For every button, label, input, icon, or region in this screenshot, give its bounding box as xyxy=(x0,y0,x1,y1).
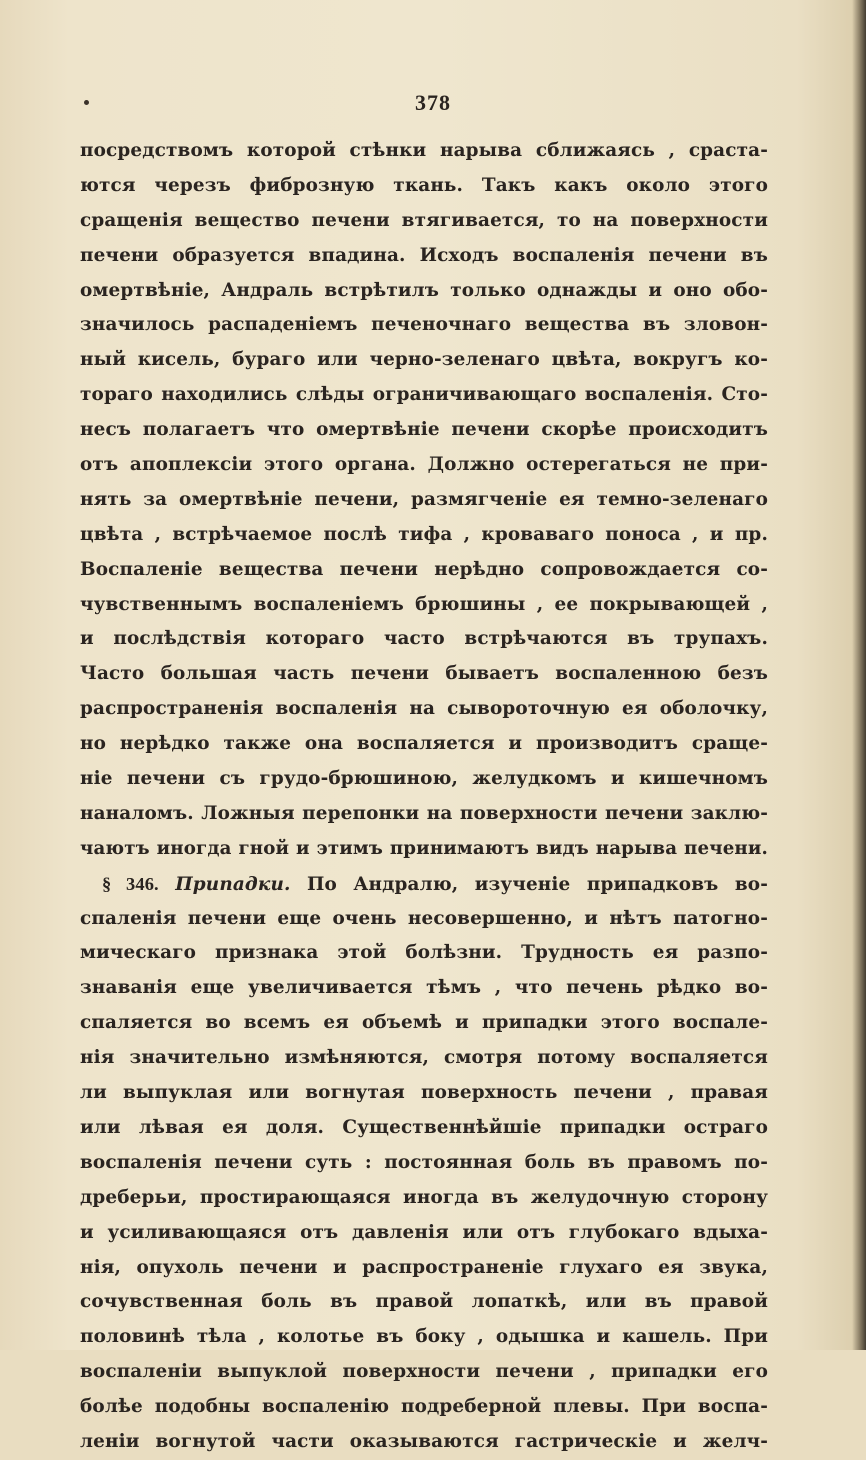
body-text xyxy=(80,134,768,1460)
text-line: цвѣта , встрѣчаемое послѣ тифа , кроваваго поноса , и пр. xyxy=(80,523,768,545)
text-line: леніи вогнутой части оказываются гастрическіе и желч- xyxy=(80,1430,768,1452)
page-edge-shadow xyxy=(852,0,866,1350)
section-title: Припадки. xyxy=(175,873,291,895)
text-line: Часто большая часть печени бываетъ воспаленною безъ xyxy=(80,663,768,685)
text-line: болѣе подобны воспаленію подреберной плевы. При воспа- xyxy=(80,1396,768,1418)
section-first-line: По Андралю, изученіе припадковъ во- xyxy=(306,873,768,895)
text-line: спаляется во всемъ ея объемѣ и припадки этого воспале- xyxy=(80,1012,768,1034)
text-line: сращенія вещество печени втягивается, то на поверхности xyxy=(80,209,768,231)
text-line: и усиливающаяся отъ давленія или отъ глубокаго вдыха- xyxy=(80,1221,768,1243)
page-number: 378 xyxy=(415,90,451,115)
text-line: спаленія печени еще очень несовершенно, и нѣтъ патогно- xyxy=(80,907,768,929)
section-number: § 346. xyxy=(102,873,159,894)
text-line: или лѣвая ея доля. Существеннѣйшіе припадки остраго xyxy=(80,1116,768,1138)
text-line: Воспаленіе вещества печени нерѣдно сопровождается со- xyxy=(80,558,768,580)
text-line: ли выпуклая или вогнутая поверхность печени , правая xyxy=(80,1082,768,1104)
text-line: распространенія воспаленія на сывороточную ея оболочку, xyxy=(80,698,768,720)
text-line: дреберьи, простирающаяся иногда въ желудочную сторону xyxy=(80,1186,768,1208)
text-line: печени образуется впадина. Исходъ воспаленія печени въ xyxy=(80,244,768,266)
text-line: но нерѣдко также она воспаляется и производитъ сраще- xyxy=(80,733,768,755)
text-line: несъ полагаетъ что омертвѣніе печени скорѣе происходитъ xyxy=(80,419,768,441)
text-line: чувственнымъ воспаленіемъ брюшины , ее покрывающей , xyxy=(80,593,768,615)
text-line: ніе печени съ грудо-брюшиною, желудкомъ и кишечномъ xyxy=(80,768,768,790)
text-line: нія, опухоль печени и распространеніе глухаго ея звука, xyxy=(80,1256,768,1278)
text-line: значилось распаденіемъ печеночнаго вещества въ зловон- xyxy=(80,314,768,336)
text-line: ются черезъ фиброзную ткань. Такъ какъ около этого xyxy=(80,174,768,196)
text-line: наналомъ. Ложныя перепонки на поверхности печени заклю- xyxy=(80,802,768,824)
text-line: воспаленіи выпуклой поверхности печени , припадки его xyxy=(80,1361,768,1383)
text-line: нять за омертвѣніе печени, размягченіе ея темно-зеленаго xyxy=(80,488,768,510)
text-line: нія значительно измѣняются, смотря потому воспаляется xyxy=(80,1047,768,1069)
text-line: омертвѣніе, Андраль встрѣтилъ только однажды и оно обо- xyxy=(80,279,768,301)
section-heading-line xyxy=(80,867,768,902)
text-line: ный кисель, бураго или черно-зеленаго цвѣта, вокругъ ко- xyxy=(80,349,768,371)
text-line: и послѣдствія котораго часто встрѣчаются въ трупахъ. xyxy=(80,628,768,650)
text-line: посредствомъ которой стѣнки нарыва сближаясь , сраста- xyxy=(80,140,768,161)
text-line: знаванія еще увеличивается тѣмъ , что печень рѣдко во- xyxy=(80,977,768,999)
text-line: чаютъ иногда гной и этимъ принимаютъ видъ нарыва печени. xyxy=(80,837,768,859)
text-line: отъ апоплексіи этого органа. Должно остерегаться не при- xyxy=(80,454,768,476)
text-line: сочувственная боль въ правой лопаткѣ, или въ правой xyxy=(80,1291,768,1313)
text-line: половинѣ тѣла , колотье въ боку , одышка и кашель. При xyxy=(80,1326,768,1348)
text-line: тораго находились слѣды ограничивающаго воспаленія. Сто- xyxy=(80,384,768,406)
text-line: воспаленія печени суть : постоянная боль въ правомъ по- xyxy=(80,1151,768,1173)
text-line: мическаго признака этой болѣзни. Трудность ея разпо- xyxy=(80,942,768,964)
